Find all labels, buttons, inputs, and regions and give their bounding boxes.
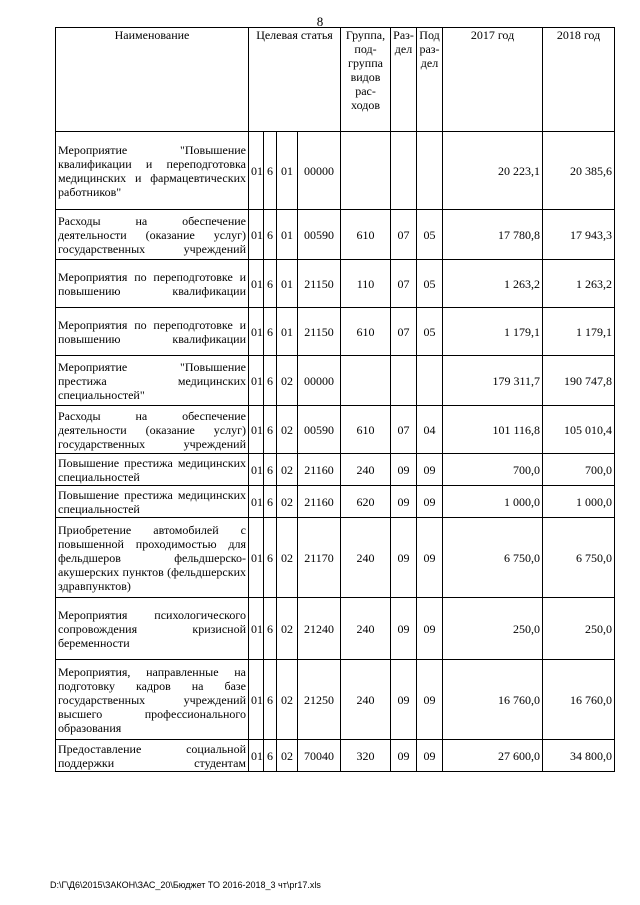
target-code-direction: 21240 (298, 598, 341, 660)
target-code-program: 01 (249, 660, 264, 740)
amount-2018: 34 800,0 (543, 740, 615, 772)
target-code-direction: 21150 (298, 260, 341, 308)
target-code-direction: 00000 (298, 356, 341, 406)
target-code-direction: 21160 (298, 454, 341, 486)
target-code-event: 02 (277, 740, 298, 772)
target-code-event: 01 (277, 132, 298, 210)
target-code-subprogram: 6 (264, 406, 277, 454)
target-code-program: 01 (249, 210, 264, 260)
target-code-program: 01 (249, 260, 264, 308)
amount-2018: 17 943,3 (543, 210, 615, 260)
amount-2017: 17 780,8 (443, 210, 543, 260)
target-code-subprogram: 6 (264, 454, 277, 486)
table-row (56, 598, 615, 660)
section (391, 132, 417, 210)
section: 09 (391, 740, 417, 772)
amount-2018: 20 385,6 (543, 132, 615, 210)
amount-2017: 1 263,2 (443, 260, 543, 308)
amount-2018: 6 750,0 (543, 518, 615, 598)
subsection: 04 (417, 406, 443, 454)
table-row (56, 740, 615, 772)
target-code-event: 02 (277, 406, 298, 454)
amount-2018: 1 179,1 (543, 308, 615, 356)
target-code-program: 01 (249, 598, 264, 660)
section: 07 (391, 308, 417, 356)
row-name: Мероприятия психологического сопровождения кризисной беременности (56, 598, 249, 660)
target-code-event: 02 (277, 356, 298, 406)
target-code-subprogram: 6 (264, 598, 277, 660)
table-row (56, 132, 615, 210)
section (391, 356, 417, 406)
expense-group: 240 (341, 518, 391, 598)
header-2017: 2017 год (443, 28, 543, 132)
target-code-subprogram: 6 (264, 740, 277, 772)
expense-group (341, 132, 391, 210)
expense-group (341, 356, 391, 406)
header-group: Группа, под-группа видов рас-ходов (341, 28, 391, 132)
header-2018: 2018 год (543, 28, 615, 132)
row-name: Мероприятие "Повышение квалификации и переподготовка медицинских и фармацевтических работников" (56, 132, 249, 210)
table-row (56, 486, 615, 518)
row-name: Мероприятие "Повышение престижа медицинских специальностей" (56, 356, 249, 406)
target-code-event: 02 (277, 486, 298, 518)
section: 09 (391, 598, 417, 660)
table-row (56, 260, 615, 308)
header-target: Целевая статья (249, 28, 341, 132)
section: 09 (391, 486, 417, 518)
table-row (56, 454, 615, 486)
row-name: Расходы на обеспечение деятельности (оказание услуг) государственных учреждений (56, 406, 249, 454)
expense-group: 610 (341, 308, 391, 356)
expense-group: 620 (341, 486, 391, 518)
target-code-subprogram: 6 (264, 518, 277, 598)
amount-2017: 6 750,0 (443, 518, 543, 598)
table-row (56, 406, 615, 454)
amount-2017: 101 116,8 (443, 406, 543, 454)
subsection (417, 356, 443, 406)
amount-2018: 105 010,4 (543, 406, 615, 454)
row-name: Мероприятия по переподготовке и повышению квалификации (56, 260, 249, 308)
target-code-direction: 00590 (298, 210, 341, 260)
target-code-direction: 00000 (298, 132, 341, 210)
header-row (56, 28, 615, 132)
target-code-subprogram: 6 (264, 308, 277, 356)
target-code-program: 01 (249, 132, 264, 210)
target-code-direction: 21150 (298, 308, 341, 356)
row-name: Расходы на обеспечение деятельности (оказание услуг) государственных учреждений (56, 210, 249, 260)
target-code-subprogram: 6 (264, 210, 277, 260)
row-name: Повышение престижа медицинских специальностей (56, 486, 249, 518)
file-path-footer: D:\Г\Д6\2015\ЗАКОН\ЗАС_20\Бюджет ТО 2016-2018_3 чт\pr17.xls (50, 880, 321, 890)
amount-2017: 1 000,0 (443, 486, 543, 518)
target-code-event: 02 (277, 518, 298, 598)
header-name: Наименование (56, 28, 249, 132)
expense-group: 610 (341, 210, 391, 260)
expense-group: 240 (341, 598, 391, 660)
table-row (56, 660, 615, 740)
target-code-event: 02 (277, 598, 298, 660)
amount-2018: 1 000,0 (543, 486, 615, 518)
target-code-subprogram: 6 (264, 486, 277, 518)
target-code-program: 01 (249, 518, 264, 598)
target-code-program: 01 (249, 308, 264, 356)
target-code-event: 01 (277, 308, 298, 356)
table-row (56, 518, 615, 598)
target-code-program: 01 (249, 406, 264, 454)
amount-2017: 700,0 (443, 454, 543, 486)
amount-2017: 27 600,0 (443, 740, 543, 772)
amount-2018: 700,0 (543, 454, 615, 486)
amount-2018: 190 747,8 (543, 356, 615, 406)
subsection: 09 (417, 598, 443, 660)
amount-2018: 1 263,2 (543, 260, 615, 308)
subsection: 09 (417, 660, 443, 740)
amount-2018: 250,0 (543, 598, 615, 660)
table-row (56, 210, 615, 260)
target-code-subprogram: 6 (264, 260, 277, 308)
section: 09 (391, 454, 417, 486)
section: 09 (391, 518, 417, 598)
subsection: 09 (417, 740, 443, 772)
row-name: Повышение престижа медицинских специальностей (56, 454, 249, 486)
header-subsection: Под раз-дел (417, 28, 443, 132)
target-code-event: 02 (277, 454, 298, 486)
target-code-program: 01 (249, 486, 264, 518)
amount-2017: 1 179,1 (443, 308, 543, 356)
target-code-event: 02 (277, 660, 298, 740)
subsection: 05 (417, 308, 443, 356)
target-code-direction: 70040 (298, 740, 341, 772)
target-code-direction: 21170 (298, 518, 341, 598)
row-name: Мероприятия, направленные на подготовку кадров на базе государственных учреждений высшего профессионального образования (56, 660, 249, 740)
amount-2017: 250,0 (443, 598, 543, 660)
row-name: Приобретение автомобилей с повышенной проходимостью для фельдшеров фельдшерско-акушерских пунктов (фельдшерских здравпунктов) (56, 518, 249, 598)
expense-group: 610 (341, 406, 391, 454)
table-row (56, 356, 615, 406)
target-code-program: 01 (249, 356, 264, 406)
target-code-direction: 21160 (298, 486, 341, 518)
target-code-direction: 00590 (298, 406, 341, 454)
target-code-subprogram: 6 (264, 660, 277, 740)
expense-group: 240 (341, 454, 391, 486)
subsection: 09 (417, 518, 443, 598)
target-code-event: 01 (277, 260, 298, 308)
budget-table-wrapper (55, 27, 615, 772)
amount-2017: 179 311,7 (443, 356, 543, 406)
amount-2018: 16 760,0 (543, 660, 615, 740)
expense-group: 110 (341, 260, 391, 308)
expense-group: 240 (341, 660, 391, 740)
section: 07 (391, 210, 417, 260)
target-code-subprogram: 6 (264, 356, 277, 406)
subsection: 09 (417, 486, 443, 518)
target-code-direction: 21250 (298, 660, 341, 740)
page-number: 8 (316, 14, 324, 29)
expense-group: 320 (341, 740, 391, 772)
section: 07 (391, 406, 417, 454)
target-code-program: 01 (249, 454, 264, 486)
row-name: Предоставление социальной поддержки студентам (56, 740, 249, 772)
header-section: Раз-дел (391, 28, 417, 132)
amount-2017: 20 223,1 (443, 132, 543, 210)
row-name: Мероприятия по переподготовке и повышению квалификации (56, 308, 249, 356)
subsection: 05 (417, 210, 443, 260)
amount-2017: 16 760,0 (443, 660, 543, 740)
section: 07 (391, 260, 417, 308)
subsection (417, 132, 443, 210)
table-row (56, 308, 615, 356)
budget-table (55, 27, 615, 772)
target-code-event: 01 (277, 210, 298, 260)
subsection: 09 (417, 454, 443, 486)
target-code-program: 01 (249, 740, 264, 772)
section: 09 (391, 660, 417, 740)
subsection: 05 (417, 260, 443, 308)
target-code-subprogram: 6 (264, 132, 277, 210)
